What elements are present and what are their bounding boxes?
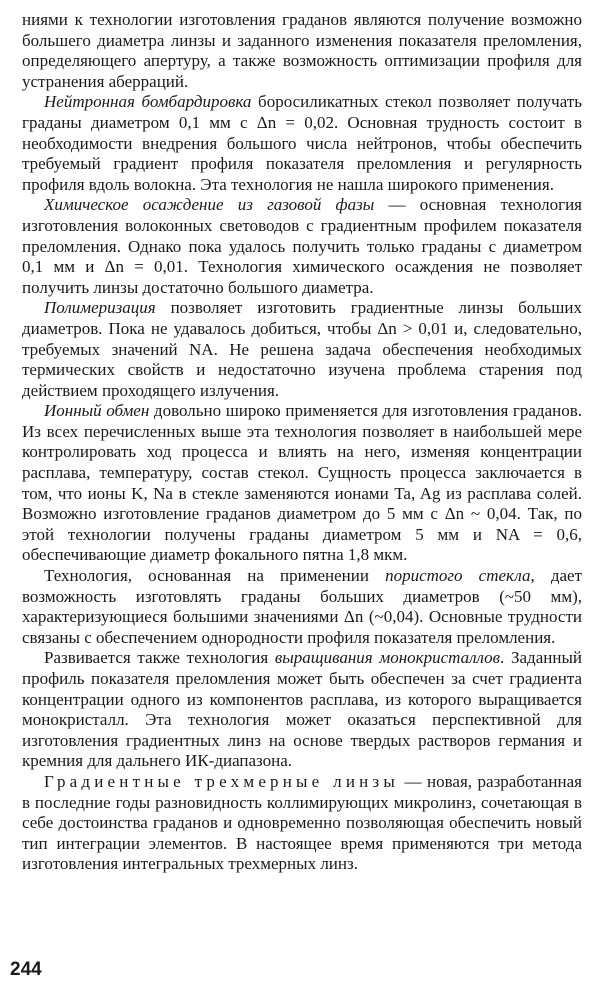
text-run: Технология, основанная на применении xyxy=(44,566,386,586)
term-crystal-growth: выращивания монокристаллов xyxy=(274,648,501,668)
text-run: боросиликатных стекол позволяет получать граданы диаметром 0,1 мм с Δn = 0,02. Основная трудность состоит в необходимости внедрения большого числа нейтронов, чтобы обеспечить требуемый градиент профиля показателя преломления и регулярность профиля вдоль волокна. Эта технология не нашла широкого применения. xyxy=(22,92,583,194)
term-3d-gradient-lenses: Градиентные трехмерные линзы xyxy=(44,771,399,791)
page-number: 244 xyxy=(10,959,42,980)
term-ion-exchange: Ионный обмен xyxy=(44,401,150,421)
text-run: — новая, разработанная в последние годы разновидность коллимирующих микролинз, сочетающая в себе достоинства граданов и одновременно позволяющая обеспечить новый тип интеграции элементов. В настоящее время применяются три метода изготовления интегральных трехмерных линз. xyxy=(22,771,582,874)
paragraph-intro xyxy=(22,10,582,92)
text-run: , дает возможность изготовлять граданы больших диаметров (~50 мм), характеризующиеся большими значениями Δn (~0,04). Основные трудности связаны с обеспечением однородности профиля показателя преломления. xyxy=(22,566,582,647)
paragraph-ion-exchange xyxy=(22,401,582,566)
term-chemical-vapor-deposition: Химическое осаждение из газовой фазы xyxy=(44,195,375,215)
paragraph-chemical-vapor-deposition xyxy=(22,195,582,298)
text-run: ниями к технологии изготовления граданов являются получение возможно большего диаметра линзы и заданного изменения показателя преломления, определяющего апертуру, а также возможность оптимизации профиля для устранения аберраций. xyxy=(22,10,582,91)
text-run: . Заданный профиль показателя преломления может быть обеспечен за счет градиента концентрации одного из компонентов расплава, из которого выращивается монокристалл. Эта технология может оказаться перспективной для изготовления градиентных линз на основе твердых растворов германия и кремния для дальнего ИК-диапазона. xyxy=(22,648,582,771)
text-run: довольно широко применяется для изготовления граданов. Из всех перечисленных выше эта технология позволяет в наибольшей мере контролировать ход процесса и влиять на него, изменяя концентрации расплава, температуру, состав стекол. Сущность процесса заключается в том, что ионы K, Na в стекле заменяются ионами Ta, Ag из расплава солей. Возможно изготовление граданов диаметром до 5 мм с Δn ~ 0,04. Так, по этой технологии получены граданы диаметром 5 мм и NA = 0,6, обеспечивающие диаметр фокального пятна 1,8 мкм. xyxy=(22,401,582,565)
body-text xyxy=(22,10,582,875)
paragraph-polymerization xyxy=(22,298,582,401)
text-run: — основная технология изготовления волоконных световодов с градиентным профилем показателя преломления. Однако пока удалось получить только граданы с диаметром 0,1 мм и Δn = 0,01. Технология химического осаждения не позволяет получить линзы достаточно большого диаметра. xyxy=(22,195,582,297)
paragraph-crystal-growth xyxy=(22,648,582,772)
term-polymerization: Полимеризация xyxy=(44,298,156,318)
paragraph-3d-gradient-lenses xyxy=(22,772,582,875)
term-porous-glass: пористого стекла xyxy=(385,566,531,586)
text-run: позволяет изготовить градиентные линзы больших диаметров. Пока не удавалось добиться, чтобы Δn > 0,01 и, следовательно, требуемых значений NA. Не решена задача обеспечения необходимых термических свойств и недостаточно изучена проблема старения под действием проходящего излучения. xyxy=(22,298,582,400)
paragraph-porous-glass xyxy=(22,566,582,648)
term-neutron-bombardment: Нейтронная бомбардировка xyxy=(44,92,252,112)
paragraph-neutron-bombardment xyxy=(22,92,582,195)
text-run: Развивается также технология xyxy=(44,648,275,668)
